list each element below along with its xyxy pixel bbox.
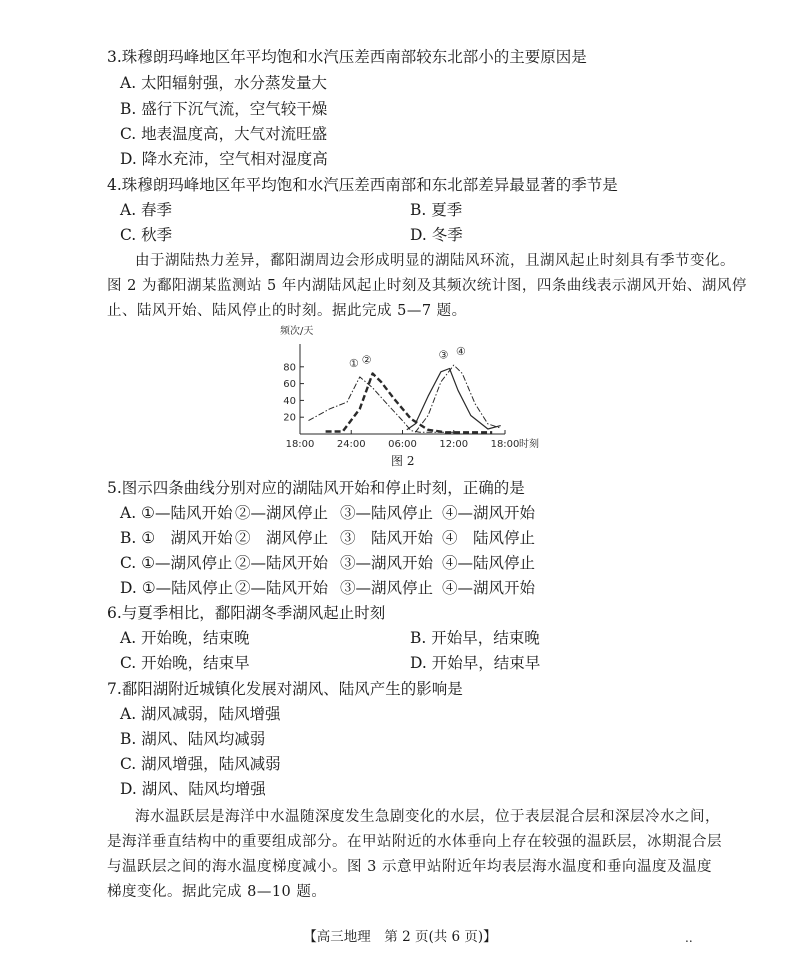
series-line-1	[309, 377, 454, 432]
q3-option-d: D. 降水充沛，空气相对湿度高	[120, 150, 328, 168]
q5-b-1: B. ① 湖风开始	[120, 529, 233, 547]
series-label-3: ③	[438, 348, 449, 362]
q5-c-1: C. ①—湖风停止	[120, 554, 233, 572]
y-tick-label: 20	[283, 412, 296, 424]
y-tick-label: 40	[283, 395, 296, 407]
q7-option-c: C. 湖风增强，陆风减弱	[120, 755, 281, 773]
x-tick-label: 12:00	[439, 439, 469, 450]
q5-a-4: ④—湖风开始	[442, 504, 536, 522]
q5-row-d	[120, 578, 570, 598]
q7-option-a: A. 湖风减弱，陆风增强	[120, 705, 281, 723]
series-line-3	[407, 369, 501, 430]
q5-b-4: ④ 陆风停止	[442, 529, 536, 547]
q3-option-c: C. 地表温度高，大气对流旺盛	[120, 125, 328, 143]
q7-option-b: B. 湖风、陆风均减弱	[120, 730, 266, 748]
series-label-4: ④	[455, 345, 466, 359]
q7-option-d: D. 湖风、陆风均增强	[120, 780, 266, 798]
q6-option-a: A. 开始晚，结束晚	[120, 629, 250, 647]
q6-option-d: D. 开始早，结束早	[410, 654, 541, 672]
q3-stem: 3.珠穆朗玛峰地区年平均饱和水汽压差西南部较东北部小的主要原因是	[107, 48, 587, 66]
q5-row-c	[120, 553, 570, 573]
q5-c-2: ②—陆风开始	[235, 554, 329, 572]
q5-b-3: ③ 陆风开始	[340, 529, 434, 547]
q4-stem: 4.珠穆朗玛峰地区年平均饱和水汽压差西南部和东北部差异最显著的季节是	[107, 176, 618, 194]
q5-row-b	[120, 528, 570, 548]
intro-5-7-line1: 由于湖陆热力差异，鄱阳湖周边会形成明显的湖陆风环流，且湖风起止时刻具有季节变化。	[135, 253, 735, 269]
intro-8-10-line2: 是海洋垂直结构中的重要组成部分。在甲站附近的水体垂向上存在较强的温跃层，冰期混合层	[107, 834, 722, 850]
x-tick-label: 18:00	[490, 439, 520, 450]
y-tick-label: 80	[283, 362, 296, 374]
figure-caption: 图 2	[391, 454, 415, 468]
series-line-4	[415, 365, 500, 432]
intro-5-7-line2: 图 2 为鄱阳湖某监测站 5 年内湖陆风起止时刻及其频次统计图，四条曲线表示湖风开始、湖风停	[107, 278, 747, 294]
q5-stem: 5.图示四条曲线分别对应的湖陆风开始和停止时刻，正确的是	[107, 479, 525, 497]
q7-stem: 7.鄱阳湖附近城镇化发展对湖风、陆风产生的影响是	[107, 680, 463, 698]
x-axis-label: 时刻	[519, 439, 539, 450]
intro-8-10-line4: 梯度变化。据此完成 8—10 题。	[107, 884, 327, 900]
intro-8-10-line1: 海水温跃层是海洋中水温随深度发生急剧变化的水层，位于表层混合层和深层冷水之间，	[135, 809, 720, 825]
q4-option-a: A. 春季	[120, 201, 173, 219]
intro-8-10-line3: 与温跃层之间的海水温度梯度减小。图 3 示意甲站附近年均表层海水温度和垂向温度及温度	[107, 859, 712, 875]
y-tick-label: 60	[283, 379, 296, 391]
q5-a-3: ③—陆风停止	[340, 504, 434, 522]
q5-a-2: ②—湖风停止	[235, 504, 329, 522]
q5-c-4: ④—陆风停止	[442, 554, 536, 572]
x-tick-label: 18:00	[285, 439, 315, 450]
q3-option-a: A. 太阳辐射强，水分蒸发量大	[120, 74, 328, 92]
q6-option-c: C. 开始晚，结束早	[120, 654, 250, 672]
q5-d-2: ②—陆风开始	[235, 579, 329, 597]
series-label-2: ②	[361, 353, 372, 367]
q6-option-b: B. 开始早，结束晚	[410, 629, 540, 647]
q5-c-3: ③—湖风开始	[340, 554, 434, 572]
x-tick-label: 06:00	[388, 439, 417, 450]
q4-option-d: D. 冬季	[410, 226, 463, 244]
page-footer: 【高三地理 第 2 页(共 6 页)】	[303, 929, 497, 945]
q5-d-1: D. ①—陆风停止	[120, 579, 234, 597]
corner-mark: ..	[685, 931, 693, 945]
lake-land-breeze-chart	[270, 322, 540, 452]
q5-a-1: A. ①—陆风开始	[120, 504, 233, 522]
q5-b-2: ② 湖风停止	[235, 529, 329, 547]
intro-5-7-line3: 止、陆风开始、陆风停止的时刻。据此完成 5—7 题。	[107, 303, 467, 319]
q3-option-b: B. 盛行下沉气流，空气较干燥	[120, 100, 328, 118]
q5-d-4: ④—湖风开始	[442, 579, 536, 597]
series-line-2	[326, 374, 493, 433]
q4-option-c: C. 秋季	[120, 226, 173, 244]
series-label-1: ①	[348, 356, 359, 370]
q4-option-b: B. 夏季	[410, 201, 463, 219]
q5-d-3: ③—湖风停止	[340, 579, 434, 597]
q6-stem: 6.与夏季相比，鄱阳湖冬季湖风起止时刻	[107, 604, 386, 622]
x-tick-label: 24:00	[336, 439, 366, 450]
q5-row-a	[120, 503, 570, 523]
y-axis-label: 频次/天	[280, 326, 314, 337]
